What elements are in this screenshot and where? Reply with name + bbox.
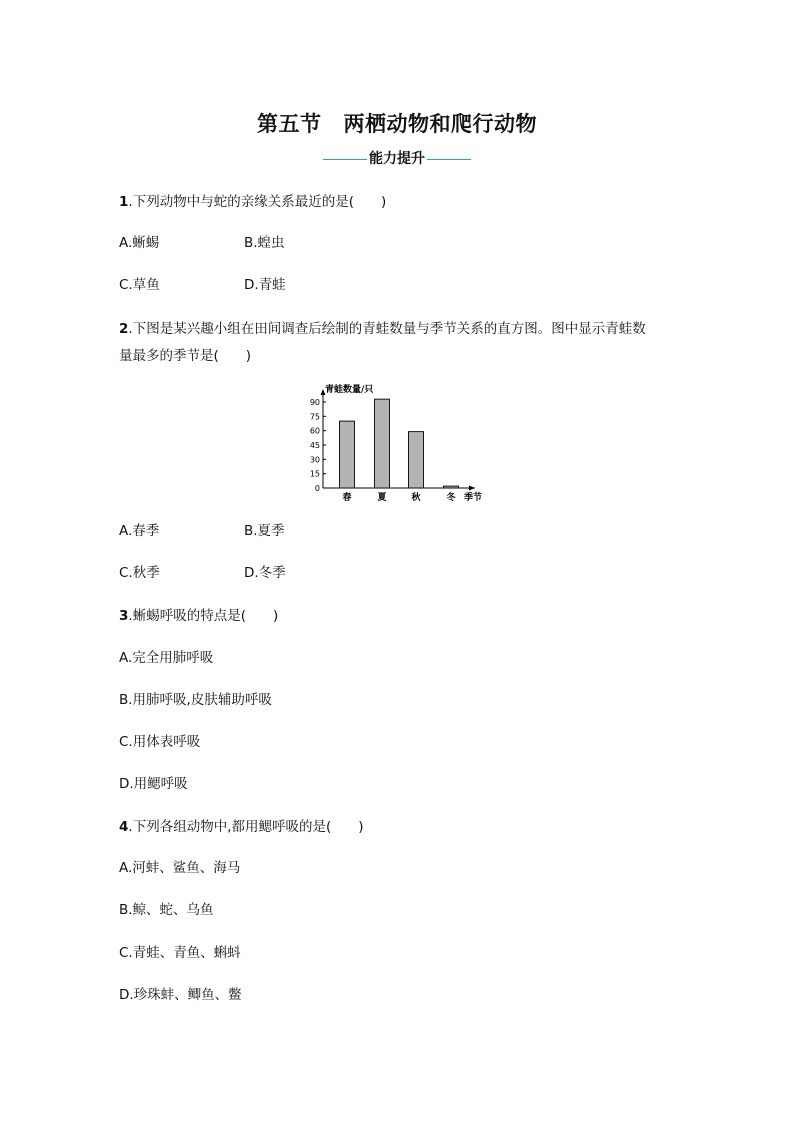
x-axis-arrow-icon <box>469 486 475 491</box>
question-2-cont <box>119 343 251 369</box>
y-tick-label: 0 <box>314 484 320 493</box>
option-1c[interactable]: C.草鱼 <box>119 277 160 293</box>
option-1b[interactable]: B.蝗虫 <box>244 235 285 251</box>
question-number: 4 <box>119 819 129 835</box>
option-2c[interactable]: C.秋季 <box>119 565 160 581</box>
option-4b[interactable]: B.鲸、蛇、乌鱼 <box>119 902 214 918</box>
x-axis-label: 季节 <box>463 493 483 503</box>
y-tick-label: 15 <box>309 469 320 479</box>
question-3 <box>119 603 278 629</box>
question-1 <box>119 189 386 215</box>
option-1d[interactable]: D.青蛙 <box>244 277 286 293</box>
x-tick-label: 冬 <box>446 493 456 503</box>
page-title <box>0 108 794 138</box>
option-1a[interactable]: A.蜥蜴 <box>119 235 160 251</box>
y-tick-label: 45 <box>309 441 320 450</box>
question-4 <box>119 814 364 840</box>
x-tick-label: 春 <box>342 493 352 503</box>
section-title: 两栖动物和爬行动物 <box>343 112 537 136</box>
option-2a[interactable]: A.春季 <box>119 523 160 539</box>
subtitle-left-rule <box>323 159 367 160</box>
question-text-line2: 量最多的季节是( ) <box>119 348 252 364</box>
y-tick-label: 30 <box>309 455 320 465</box>
option-4a[interactable]: A.河蚌、鲨鱼、海马 <box>119 860 241 876</box>
option-3a[interactable]: A.完全用肺呼吸 <box>119 650 214 666</box>
question-text-line1: .下图是某兴趣小组在田间调查后绘制的青蛙数量与季节关系的直方图。图中显示青蛙数 <box>128 321 646 337</box>
y-tick-label: 60 <box>309 426 320 436</box>
question-number: 3 <box>119 608 129 624</box>
option-3c[interactable]: C.用体表呼吸 <box>119 734 201 750</box>
option-4d[interactable]: D.珍珠蚌、鲫鱼、鳖 <box>119 987 242 1003</box>
option-3d[interactable]: D.用鳃呼吸 <box>119 776 188 792</box>
option-2d[interactable]: D.冬季 <box>244 565 286 581</box>
section-subtitle <box>0 148 794 168</box>
bar-1 <box>340 421 355 488</box>
y-tick-label: 75 <box>309 412 320 422</box>
question-2 <box>119 316 646 342</box>
x-tick-label: 秋 <box>411 493 421 503</box>
question-text: .下列动物中与蛇的亲缘关系最近的是( ) <box>128 194 387 210</box>
option-4c[interactable]: C.青蛙、青鱼、蝌蚪 <box>119 945 241 961</box>
bar-4 <box>444 486 459 488</box>
question-number: 1 <box>119 194 129 210</box>
y-tick-label: 90 <box>309 398 320 407</box>
question-text: .蜥蜴呼吸的特点是( ) <box>128 608 279 624</box>
subtitle-text: 能力提升 <box>369 151 425 167</box>
bar-chart-svg <box>305 379 495 507</box>
subtitle-right-rule <box>427 159 471 160</box>
bar-3 <box>409 432 424 488</box>
section-label: 第五节 <box>257 112 322 136</box>
question-number: 2 <box>119 321 129 337</box>
question-text: .下列各组动物中,都用鳃呼吸的是( ) <box>128 819 364 835</box>
bar-2 <box>375 399 390 488</box>
frog-season-chart <box>305 379 495 507</box>
y-axis-label: 青蛙数量/只 <box>325 385 374 395</box>
option-2b[interactable]: B.夏季 <box>244 523 285 539</box>
option-3b[interactable]: B.用肺呼吸,皮肤辅助呼吸 <box>119 692 272 708</box>
x-tick-label: 夏 <box>377 493 387 503</box>
